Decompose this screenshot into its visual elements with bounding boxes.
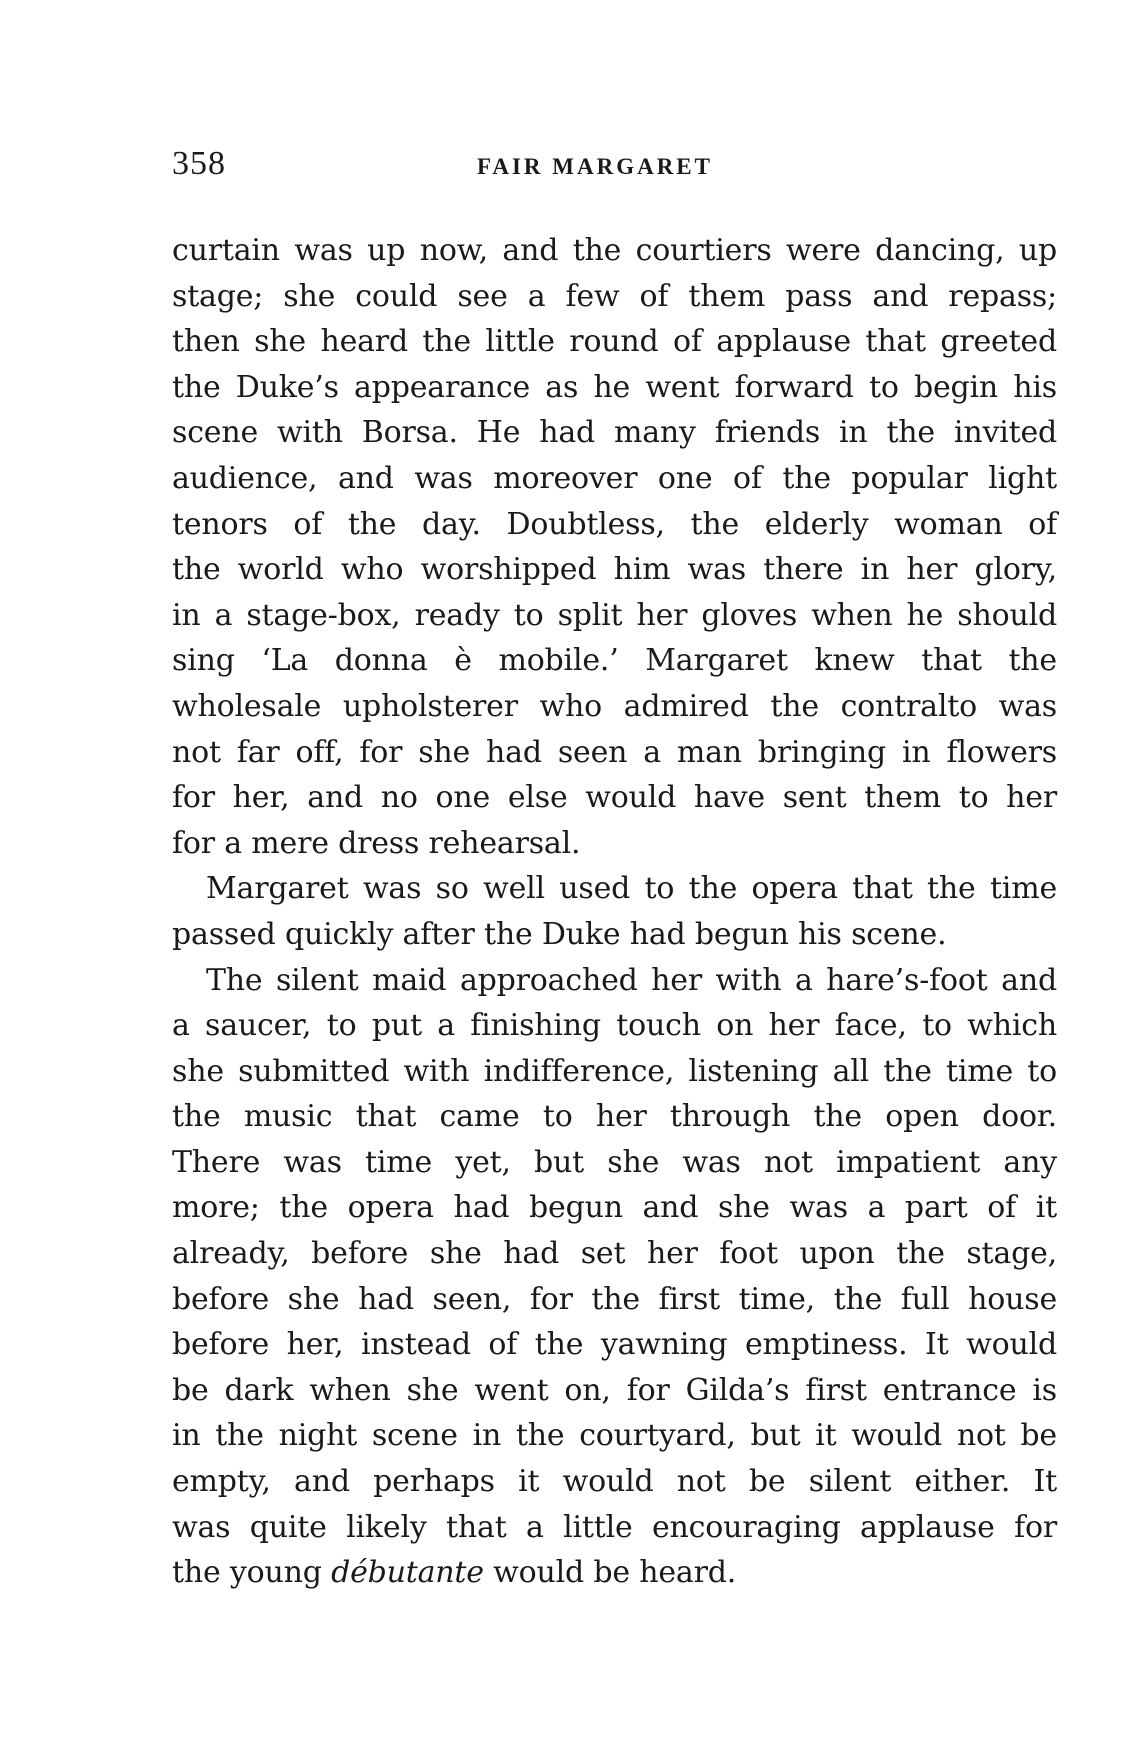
text-line: There was time yet, but she was not impatient any [172,1144,1057,1180]
paragraph-3 [172,958,1057,1596]
text-line: audience, and was moreover one of the popular light [172,460,1057,496]
text-line: in the night scene in the courtyard, but it would not be [172,1418,1057,1454]
closing-line-after: would be heard. [483,1555,737,1591]
text-line: in a stage-box, ready to split her gloves when he should [172,597,1057,633]
text-line: The silent maid approached her with a hare’s-foot and [206,962,1057,998]
text-line: before she had seen, for the first time, the full house [172,1281,1057,1317]
text-line: curtain was up now, and the courtiers were dancing, up [172,233,1057,268]
text-line: Margaret was so well used to the opera that the time [206,871,1057,907]
closing-line [172,1550,1057,1596]
text-line: the Duke’s appearance as he went forward to begin his [172,369,1057,405]
text-line: scene with Borsa. He had many friends in the invited [172,415,1057,451]
closing-line-before: the young [172,1555,332,1591]
text-line: passed quickly after the Duke had begun his scene. [172,916,947,952]
text-line: already, before she had set her foot upon the stage, [172,1236,1057,1272]
text-line: tenors of the day. Doubtless, the elderly woman of [172,506,1057,542]
text-line: for a mere dress rehearsal. [172,825,581,861]
text-line: more; the opera had begun and she was a part of it [172,1190,1057,1226]
text-line: wholesale upholsterer who admired the contralto was [172,688,1057,724]
text-line: was quite likely that a little encouraging applause for [172,1509,1057,1545]
text-line: be dark when she went on, for Gilda’s first entrance is [172,1372,1057,1408]
paragraph-2 [172,866,1057,957]
text-line: for her, and no one else would have sent them to her [172,780,1057,816]
page-number: 358 [172,145,226,182]
running-head: FAIR MARGARET [477,154,713,179]
text-line: the world who worshipped him was there in her glory, [172,552,1057,588]
text-line: stage; she could see a few of them pass and repass; [172,278,1057,314]
text-line: a saucer, to put a finishing touch on her face, to which [172,1008,1057,1044]
italic-word: débutante [331,1555,484,1591]
page-header [172,144,1057,194]
text-line: empty, and perhaps it would not be silent either. It [172,1464,1057,1500]
body-text [172,228,1057,1596]
text-line: the music that came to her through the open door. [172,1099,1057,1135]
text-line: sing ‘La donna è mobile.’ Margaret knew that the [172,643,1057,679]
text-line: she submitted with indifference, listening all the time to [172,1053,1057,1089]
text-line: not far off, for she had seen a man bringing in flowers [172,734,1057,770]
text-line: then she heard the little round of applause that greeted [172,324,1057,360]
text-line: before her, instead of the yawning emptiness. It would [172,1327,1057,1363]
paragraph-1 [172,228,1057,866]
